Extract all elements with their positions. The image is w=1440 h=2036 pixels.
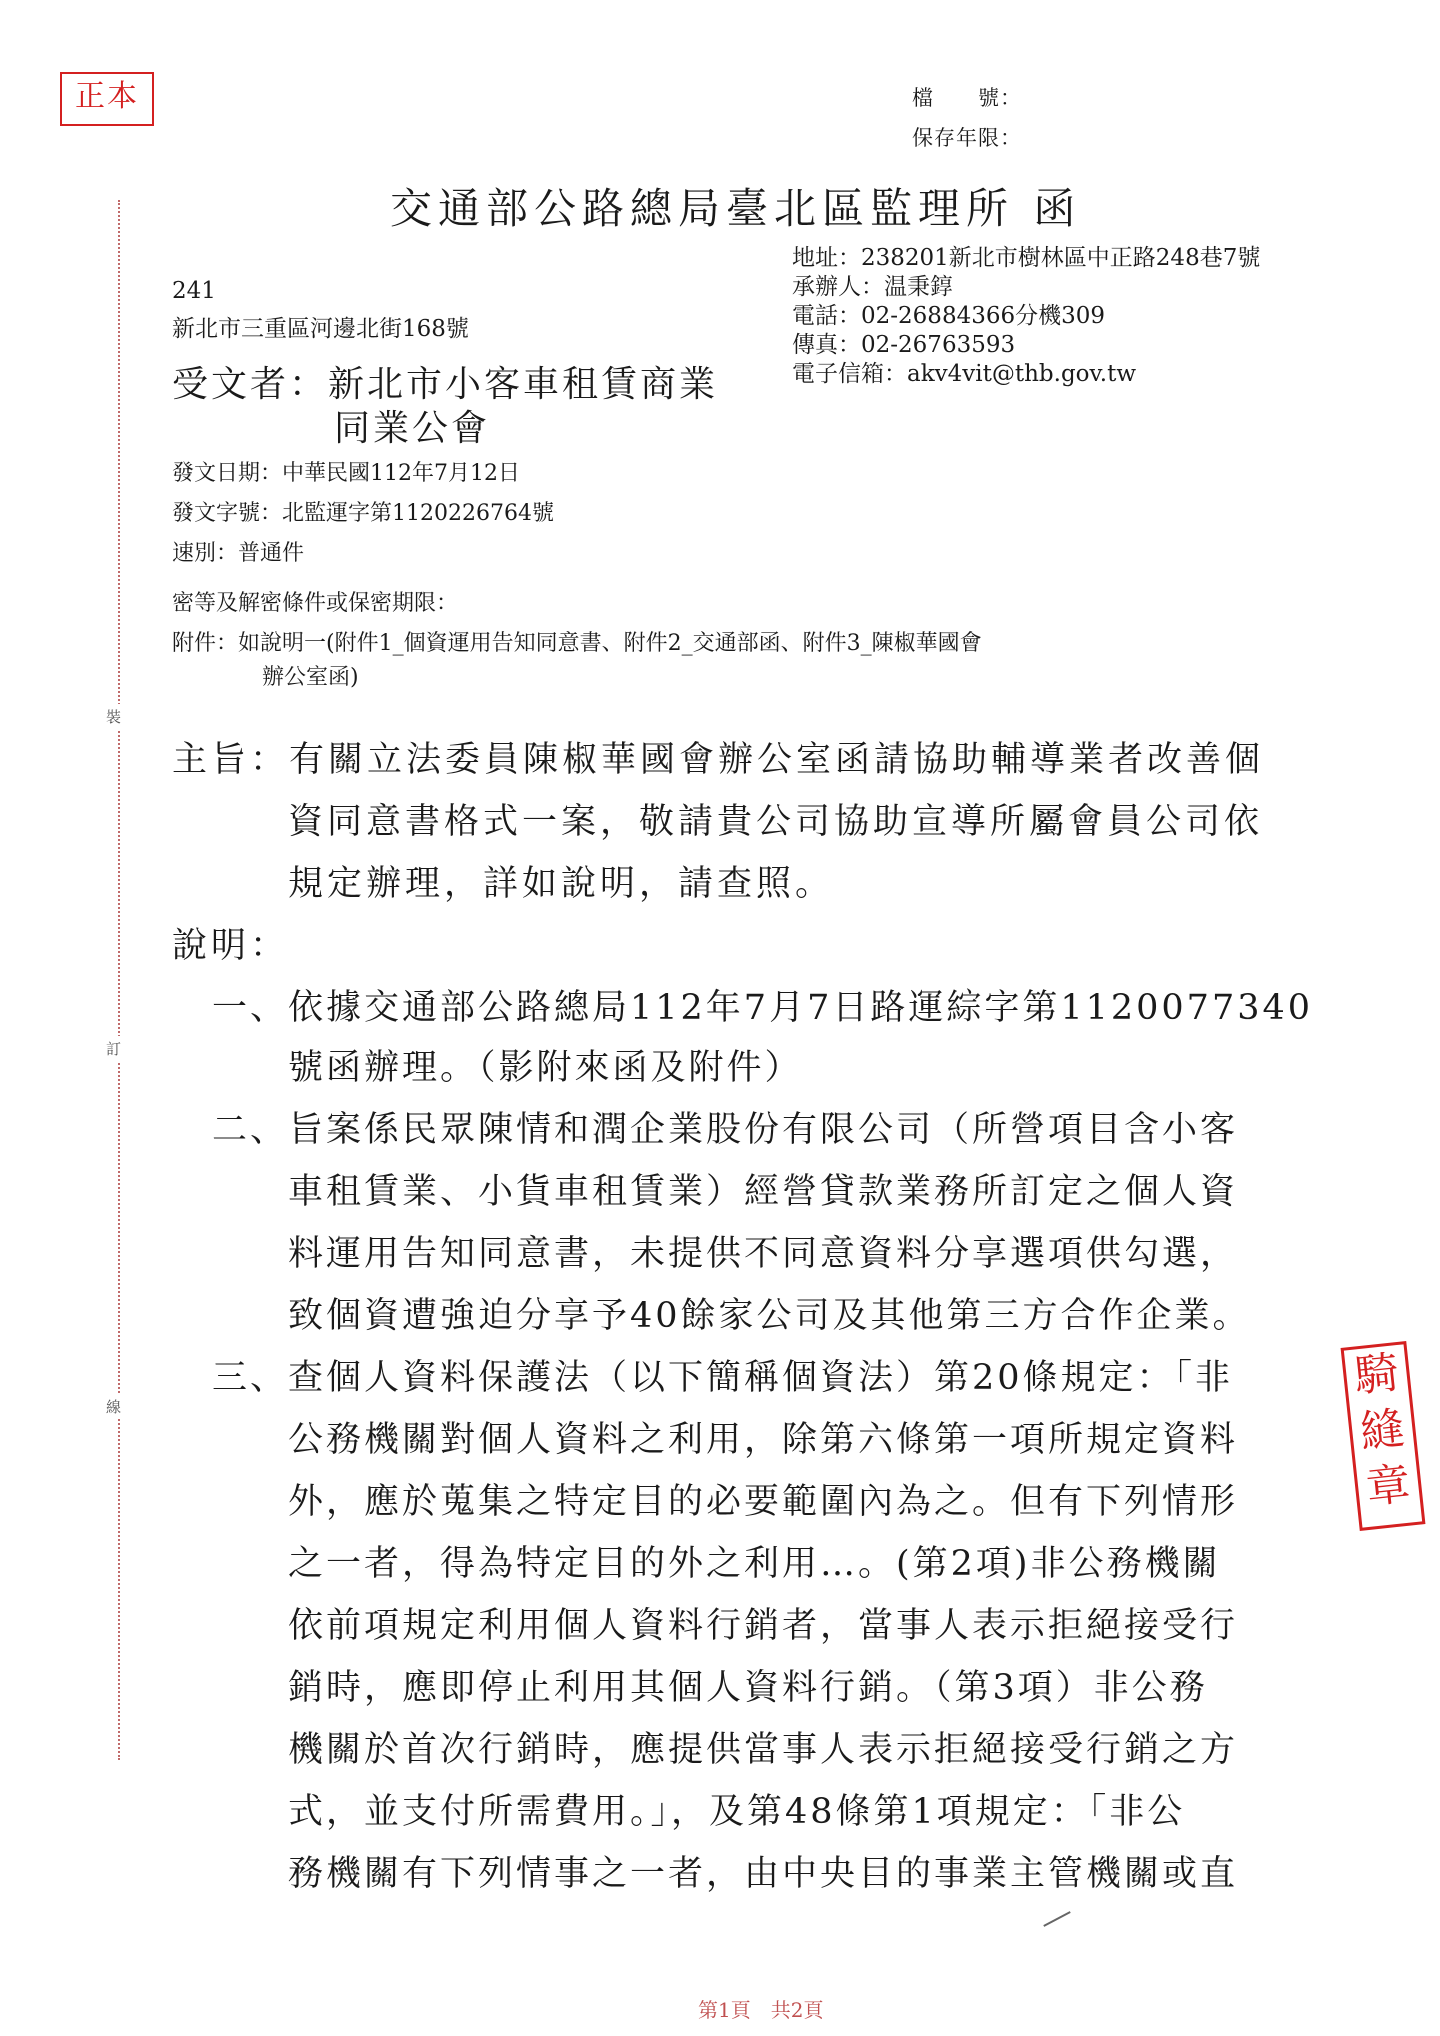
binding-dotted-line (118, 200, 120, 1760)
sender-fax: 傳真：02-26763593 (792, 332, 1016, 358)
recipient-postal-code: 241 (172, 278, 216, 304)
file-number-label: 檔 號： (912, 86, 1022, 110)
delivery-speed: 速別：普通件 (172, 541, 305, 566)
retention-period-label: 保存年限： (912, 126, 1022, 150)
item-2-line-4: 致個資遭強迫分享予40餘家公司及其他第三方合作企業。 (288, 1296, 1251, 1336)
item-3-line-7: 機關於首次行銷時，應提供當事人表示拒絕接受行銷之方 (288, 1730, 1239, 1770)
issue-date: 發文日期：中華民國112年7月12日 (172, 461, 520, 486)
item-3-line-4: 之一者，得為特定目的外之利用…。(第2項)非公務機關 (288, 1544, 1221, 1584)
item-1-line-1: 一、依據交通部公路總局112年7月7日路運綜字第1120077340 (212, 988, 1314, 1028)
item-3-line-6: 銷時，應即停止利用其個人資料行銷。（第3項）非公務 (288, 1668, 1208, 1708)
recipient-line-1: 受文者：新北市小客車租賃商業 (172, 364, 719, 405)
sender-address: 地址：238201新北市樹林區中正路248巷7號 (792, 245, 1261, 271)
sender-email: 電子信箱：akv4vit@thb.gov.tw (792, 361, 1137, 387)
item-2-line-1: 二、旨案係民眾陳情和潤企業股份有限公司（所營項目含小客 (212, 1110, 1239, 1150)
item-3-line-5: 依前項規定利用個人資料行銷者，當事人表示拒絕接受行 (288, 1606, 1239, 1646)
item-3-line-2: 公務機關對個人資料之利用，除第六條第一項所規定資料 (288, 1420, 1239, 1460)
subject-line-1: 主旨：有關立法委員陳椒華國會辦公室函請協助輔導業者改善個 (172, 740, 1265, 780)
subject-line-3: 規定辦理，詳如說明，請查照。 (288, 864, 835, 904)
subject-line-2: 資同意書格式一案，敬請貴公司協助宣導所屬會員公司依 (288, 802, 1264, 842)
binding-mark-bind: 裝 (106, 704, 121, 729)
document-title: 交通部公路總局臺北區監理所 函 (390, 184, 1082, 233)
seam-stamp (1341, 1341, 1426, 1531)
item-3-line-9: 務機關有下列情事之一者，由中央目的事業主管機關或直 (288, 1854, 1239, 1894)
scan-artifact-mark (1043, 1911, 1070, 1927)
item-2-line-3: 料運用告知同意書，未提供不同意資料分享選項供勾選， (288, 1234, 1239, 1274)
attachment-line-2: 辦公室函) (262, 665, 359, 690)
sender-phone: 電話：02-26884366分機309 (792, 303, 1106, 329)
sender-handler: 承辦人：温秉錞 (792, 274, 953, 300)
seam-stamp-char-1: 騎 (1352, 1347, 1402, 1403)
item-2-line-2: 車租賃業、小貨車租賃業）經營貸款業務所訂定之個人資 (288, 1172, 1239, 1212)
item-3-line-1: 三、查個人資料保護法（以下簡稱個資法）第20條規定：「非 (212, 1358, 1234, 1398)
issue-number: 發文字號：北監運字第1120226764號 (172, 501, 554, 526)
page-footer: 第1頁 共2頁 (698, 1998, 824, 2022)
secrecy-level: 密等及解密條件或保密期限： (172, 591, 459, 616)
recipient-line-2: 同業公會 (334, 408, 491, 449)
attachment-line-1: 附件：如說明一(附件1_個資運用告知同意書、附件2_交通部函、附件3_陳椒華國會 (172, 631, 982, 656)
item-3-line-8: 式，並支付所需費用。」，及第48條第1項規定：「非公 (288, 1792, 1186, 1832)
binding-mark-staple: 訂 (106, 1036, 121, 1061)
seam-stamp-char-2: 縫 (1357, 1402, 1407, 1459)
item-1-line-2: 號函辦理。（影附來函及附件） (288, 1048, 803, 1088)
explanation-label: 說明： (172, 926, 290, 966)
binding-mark-line: 線 (106, 1394, 121, 1419)
original-copy-stamp: 正本 (60, 72, 154, 126)
seam-stamp-char-3: 章 (1363, 1458, 1413, 1514)
recipient-street-address: 新北市三重區河邊北街168號 (172, 316, 469, 342)
item-3-line-3: 外，應於蒐集之特定目的必要範圍內為之。但有下列情形 (288, 1482, 1239, 1522)
